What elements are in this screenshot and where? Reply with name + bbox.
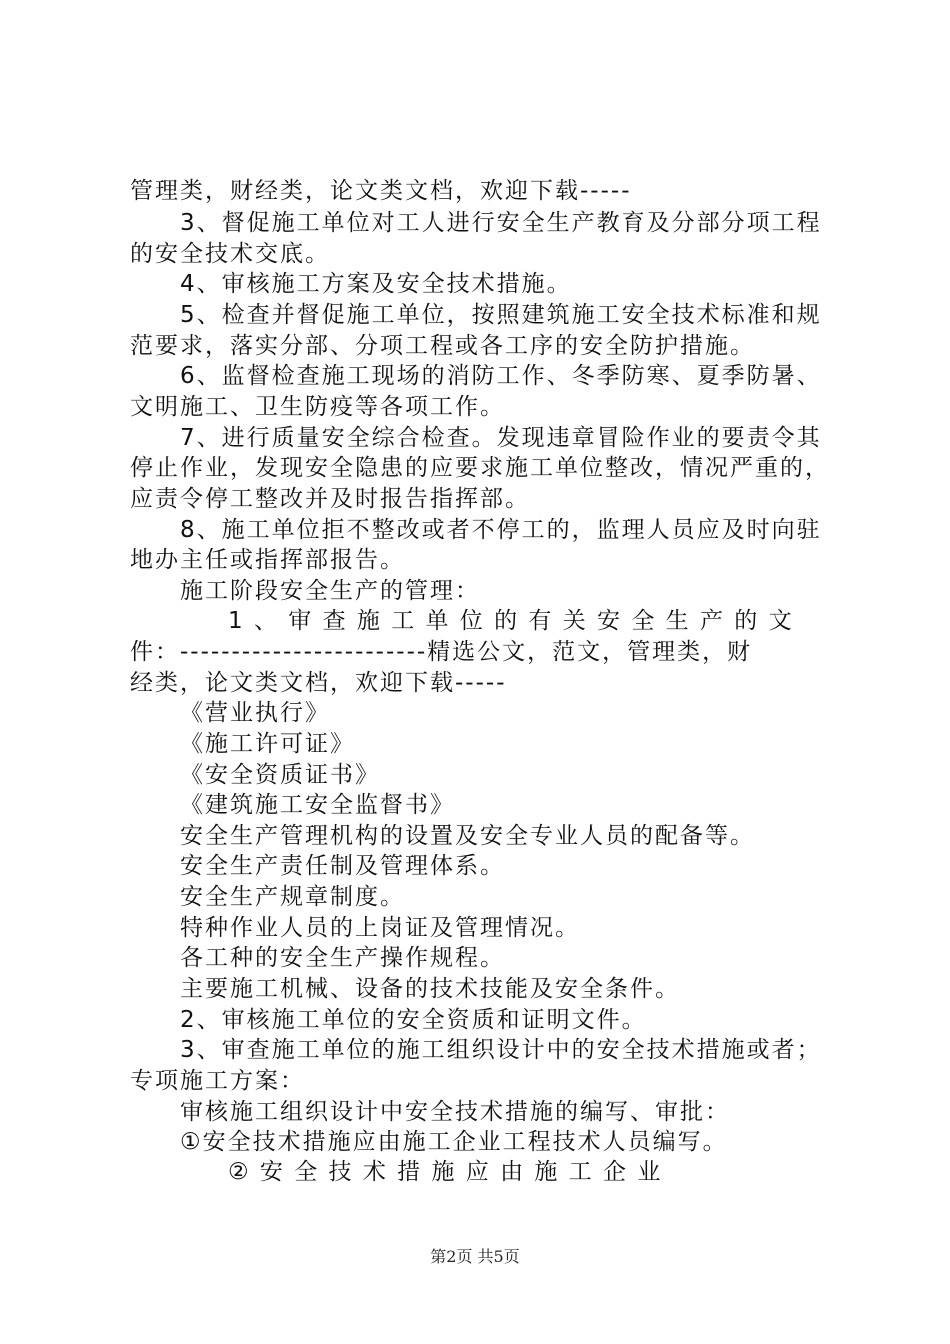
text-line: 各工种的安全生产操作规程。 bbox=[180, 945, 505, 971]
text-line: 专项施工方案： bbox=[130, 1068, 305, 1094]
text-line: 4、审核施工方案及安全技术措施。 bbox=[180, 271, 572, 297]
text-line: ①安全技术措施应由施工企业工程技术人员编写。 bbox=[180, 1129, 728, 1155]
text-line: 5、检查并督促施工单位，按照建筑施工安全技术标准和规 bbox=[180, 302, 822, 328]
text-line: 管理类，财经类，论文类文档，欢迎下载----- bbox=[130, 178, 632, 204]
text-line: 《营业执行》 bbox=[180, 700, 330, 726]
text-line: 安全生产管理机构的设置及安全专业人员的配备等。 bbox=[180, 823, 755, 849]
text-line: 《施工许可证》 bbox=[180, 731, 355, 757]
text-line: 地办主任或指挥部报告。 bbox=[130, 547, 405, 573]
text-line: 施工阶段安全生产的管理： bbox=[180, 578, 480, 604]
text-line: 的安全技术交底。 bbox=[130, 241, 330, 267]
text-line: 3、审查施工单位的施工组织设计中的安全技术措施或者； bbox=[180, 1037, 822, 1063]
text-line: 范要求，落实分部、分项工程或各工序的安全防护措施。 bbox=[130, 333, 755, 359]
text-line: 8、施工单位拒不整改或者不停工的，监理人员应及时向驻 bbox=[180, 517, 822, 543]
page-footer: 第2页 共5页 bbox=[430, 1247, 520, 1266]
text-line: 安全生产责任制及管理体系。 bbox=[180, 853, 505, 879]
text-line: 文明施工、卫生防疫等各项工作。 bbox=[130, 394, 505, 420]
text-line: 2、审核施工单位的安全资质和证明文件。 bbox=[180, 1007, 647, 1033]
text-line: 应责令停工整改并及时报告指挥部。 bbox=[130, 486, 530, 512]
text-line: 3、督促施工单位对工人进行安全生产教育及分部分项工程 bbox=[180, 210, 822, 236]
text-line: 安全生产规章制度。 bbox=[180, 884, 405, 910]
text-line: 主要施工机械、设备的技术技能及安全条件。 bbox=[180, 976, 680, 1002]
text-line: 6、监督检查施工现场的消防工作、冬季防寒、夏季防暑、 bbox=[180, 363, 822, 389]
text-line: ② 安 全 技 术 措 施 应 由 施 工 企 业 bbox=[228, 1159, 663, 1185]
text-line: 7、进行质量安全综合检查。发现违章冒险作业的要责令其 bbox=[180, 425, 822, 451]
text-line: 特种作业人员的上岗证及管理情况。 bbox=[180, 915, 580, 941]
text-line: 经类，论文类文档，欢迎下载----- bbox=[130, 670, 507, 696]
text-line: 1 、 审 查 施 工 单 位 的 有 关 安 全 生 产 的 文 bbox=[228, 608, 794, 634]
text-line: 件：------------------------精选公文，范文，管理类，财 bbox=[130, 639, 753, 665]
text-line: 《建筑施工安全监督书》 bbox=[180, 792, 455, 818]
text-line: 停止作业，发现安全隐患的应要求施工单位整改，情况严重的， bbox=[130, 455, 830, 481]
text-line: 审核施工组织设计中安全技术措施的编写、审批： bbox=[180, 1099, 730, 1125]
text-line: 《安全资质证书》 bbox=[180, 762, 380, 788]
